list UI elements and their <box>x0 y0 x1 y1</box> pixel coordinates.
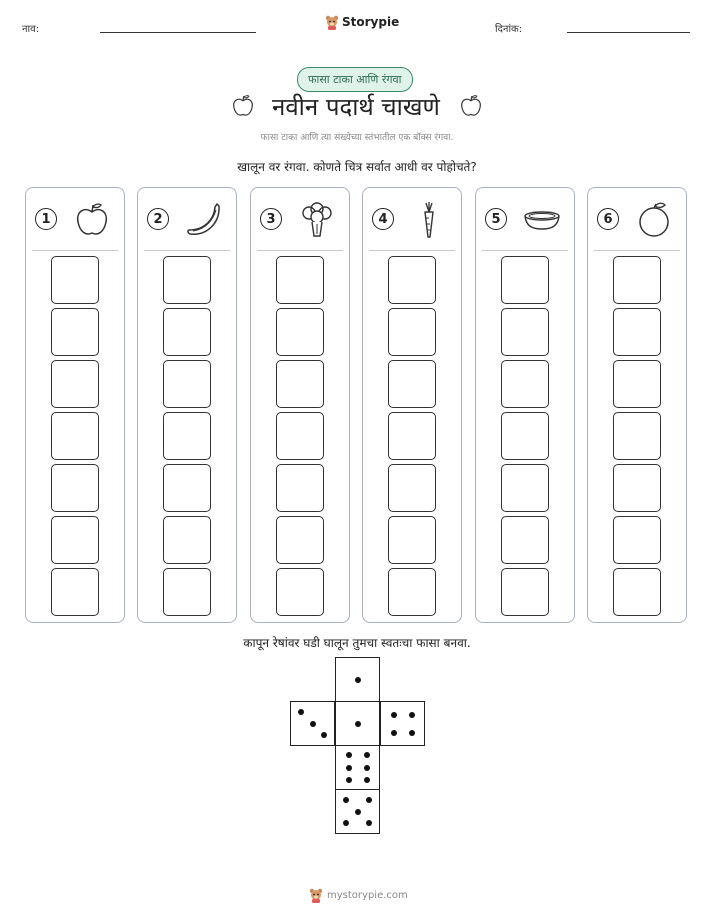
color-box[interactable] <box>163 516 211 564</box>
dice-face <box>335 657 380 702</box>
color-box[interactable] <box>613 360 661 408</box>
color-box[interactable] <box>276 412 324 460</box>
color-box[interactable] <box>276 568 324 616</box>
dice-pip <box>366 797 372 803</box>
color-box[interactable] <box>501 308 549 356</box>
color-box[interactable] <box>276 360 324 408</box>
date-label: दिनांक: <box>495 24 523 35</box>
color-box[interactable] <box>613 516 661 564</box>
column-divider <box>482 250 568 251</box>
activity-badge: फासा टाका आणि रंगवा <box>297 67 413 92</box>
color-box[interactable] <box>388 568 436 616</box>
color-box[interactable] <box>163 308 211 356</box>
apple-icon <box>458 93 484 119</box>
subtitle: फासा टाका आणि त्या संख्येच्या स्तंभातील एक बॉक्स रंगवा. <box>260 133 454 143</box>
date-field-line[interactable] <box>567 32 690 33</box>
color-box[interactable] <box>163 464 211 512</box>
dice-instruction: कापून रेषांवर घडी घालून तुमचा स्वतःचा फासा बनवा. <box>243 636 471 650</box>
dice-pip <box>298 709 304 715</box>
dice-pip <box>346 765 352 771</box>
footer <box>309 887 408 903</box>
column-number: 2 <box>147 208 169 230</box>
column-divider <box>369 250 455 251</box>
footer-url[interactable]: mystorypie.com <box>327 889 408 901</box>
bear-icon <box>325 14 339 30</box>
dice-pip <box>310 721 316 727</box>
food-column-6 <box>587 187 687 623</box>
color-box[interactable] <box>388 308 436 356</box>
bear-icon <box>309 887 323 903</box>
color-box[interactable] <box>163 360 211 408</box>
color-box[interactable] <box>51 516 99 564</box>
dice-pip <box>391 730 397 736</box>
color-box[interactable] <box>613 412 661 460</box>
dice-face <box>290 701 335 746</box>
color-box[interactable] <box>501 412 549 460</box>
dice-pip <box>364 765 370 771</box>
dice-net <box>290 657 425 835</box>
dice-pip <box>355 721 361 727</box>
broccoli-icon <box>297 200 337 240</box>
color-box[interactable] <box>51 308 99 356</box>
column-number: 5 <box>485 208 507 230</box>
dice-pip <box>343 797 349 803</box>
carrot-icon <box>409 200 449 240</box>
color-box[interactable] <box>51 568 99 616</box>
color-box[interactable] <box>613 256 661 304</box>
bowl-icon <box>522 200 562 240</box>
name-label: नाव: <box>22 24 40 35</box>
dice-pip <box>346 777 352 783</box>
color-box[interactable] <box>388 516 436 564</box>
color-box[interactable] <box>163 256 211 304</box>
orange-icon <box>634 200 674 240</box>
food-column-2 <box>137 187 237 623</box>
dice-face <box>335 745 380 790</box>
column-divider <box>144 250 230 251</box>
column-number: 1 <box>35 208 57 230</box>
dice-pip <box>409 730 415 736</box>
dice-pip <box>321 732 327 738</box>
color-box[interactable] <box>276 308 324 356</box>
color-box[interactable] <box>501 360 549 408</box>
color-box[interactable] <box>51 256 99 304</box>
color-box[interactable] <box>388 464 436 512</box>
dice-pip <box>409 712 415 718</box>
food-column-4 <box>362 187 462 623</box>
color-box[interactable] <box>163 412 211 460</box>
storypie-logo <box>325 14 399 30</box>
color-box[interactable] <box>501 516 549 564</box>
dice-pip <box>364 777 370 783</box>
instruction-text: खालून वर रंगवा. कोणते चित्र सर्वात आधी वर पोहोचते? <box>237 160 477 174</box>
name-field-line[interactable] <box>100 32 256 33</box>
dice-face <box>335 701 380 746</box>
color-box[interactable] <box>276 256 324 304</box>
apple-icon <box>230 93 256 119</box>
food-column-5 <box>475 187 575 623</box>
color-box[interactable] <box>51 360 99 408</box>
color-box[interactable] <box>163 568 211 616</box>
color-box[interactable] <box>51 464 99 512</box>
color-box[interactable] <box>388 256 436 304</box>
color-box[interactable] <box>613 308 661 356</box>
column-number: 4 <box>372 208 394 230</box>
dice-pip <box>366 820 372 826</box>
color-box[interactable] <box>501 256 549 304</box>
food-column-1 <box>25 187 125 623</box>
page-title: नवीन पदार्थ चाखणे <box>272 93 440 121</box>
color-box[interactable] <box>501 464 549 512</box>
column-divider <box>594 250 680 251</box>
dice-pip <box>355 677 361 683</box>
column-number: 3 <box>260 208 282 230</box>
color-box[interactable] <box>613 568 661 616</box>
dice-face <box>335 789 380 834</box>
brand-name: Storypie <box>342 15 400 29</box>
color-box[interactable] <box>51 412 99 460</box>
column-divider <box>257 250 343 251</box>
color-box[interactable] <box>388 360 436 408</box>
color-box[interactable] <box>388 412 436 460</box>
dice-pip <box>346 752 352 758</box>
food-column-3 <box>250 187 350 623</box>
color-box[interactable] <box>613 464 661 512</box>
apple-icon <box>72 200 112 240</box>
dice-pip <box>343 820 349 826</box>
color-box[interactable] <box>501 568 549 616</box>
color-box[interactable] <box>276 516 324 564</box>
color-box[interactable] <box>276 464 324 512</box>
banana-icon <box>184 200 224 240</box>
dice-pip <box>355 809 361 815</box>
dice-pip <box>364 752 370 758</box>
column-number: 6 <box>597 208 619 230</box>
dice-pip <box>391 712 397 718</box>
column-divider <box>32 250 118 251</box>
dice-face <box>380 701 425 746</box>
